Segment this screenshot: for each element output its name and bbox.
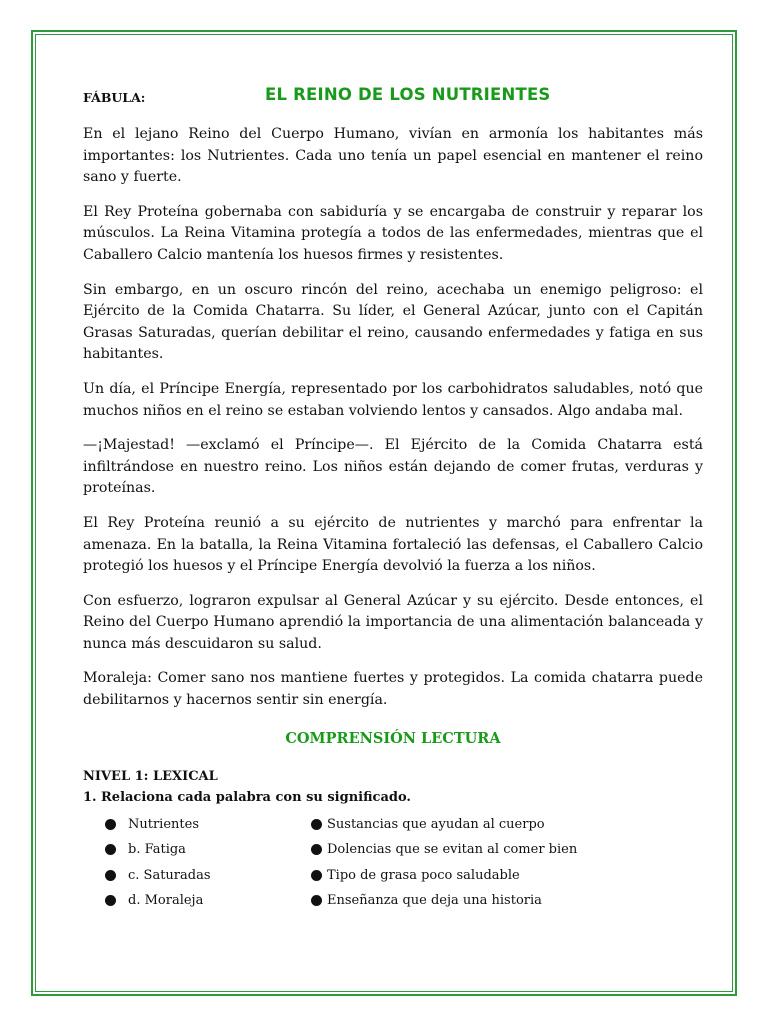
story-paragraph: En el lejano Reino del Cuerpo Humano, vivían en armonía los habitantes más importantes: los Nutrientes. Cada uno tenía un papel esencial en mantener el reino sano y fuerte. <box>83 126 703 186</box>
bullet-icon <box>105 844 116 855</box>
comprehension-title: COMPRENSIÓN LECTURA <box>285 729 501 747</box>
match-word: Nutrientes <box>128 816 199 832</box>
bullet-icon <box>311 819 322 830</box>
bullet-icon <box>311 895 322 906</box>
match-meaning: Dolencias que se evitan al comer bien <box>327 842 578 858</box>
bullet-icon <box>105 895 116 906</box>
question-number: 1. <box>83 789 97 805</box>
bullet-icon <box>311 844 322 855</box>
match-word: b. Fatiga <box>128 842 186 858</box>
match-row <box>83 837 703 863</box>
bullet-icon <box>105 870 116 881</box>
fable-label: FÁBULA: <box>83 90 146 105</box>
story-paragraph: Un día, el Príncipe Energía, representado por los carbohidratos saludables, notó que muchos niños en el reino se estaban volviendo lentos y cansados. Algo andaba mal. <box>83 380 703 419</box>
match-meaning: Enseñanza que deja una historia <box>327 893 542 909</box>
moral-paragraph: Moraleja: Comer sano nos mantiene fuertes y protegidos. La comida chatarra puede debilitarnos y hacernos sentir sin energía. <box>83 670 703 709</box>
title-row <box>83 84 703 110</box>
match-row <box>83 863 703 889</box>
matching-list <box>83 812 703 914</box>
match-row <box>83 812 703 838</box>
fable-title: EL REINO DE LOS NUTRIENTES <box>265 85 551 104</box>
match-word: c. Saturadas <box>128 867 211 883</box>
story-paragraph: El Rey Proteína gobernaba con sabiduría y se encargaba de construir y reparar los músculos. La Reina Vitamina protegía a todos de las enfermedades, mientras que el Caballero Calcio mantenía los huesos firmes y resistentes. <box>83 203 703 263</box>
question <box>83 790 703 805</box>
level-title: NIVEL 1: LEXICAL <box>83 768 218 784</box>
story-paragraph: El Rey Proteína reunió a su ejército de nutrientes y marchó para enfrentar la amenaza. En la batalla, la Reina Vitamina fortaleció las defensas, el Caballero Calcio protegió los huesos y el Príncipe Energía devolvió la fuerza a los niños. <box>83 514 703 575</box>
match-word: d. Moraleja <box>128 893 204 909</box>
match-meaning: Tipo de grasa poco saludable <box>327 867 520 883</box>
bullet-icon <box>311 870 322 881</box>
match-meaning: Sustancias que ayudan al cuerpo <box>327 816 545 832</box>
story-paragraph: Sin embargo, en un oscuro rincón del reino, acechaba un enemigo peligroso: el Ejército de la Comida Chatarra. Su líder, el General Azúcar, junto con el Capitán Grasas Saturadas, querían debilitar el reino, causando enfermedades y fatiga en sus habitantes. <box>83 281 703 363</box>
document-content <box>83 84 703 914</box>
story-paragraph: —¡Majestad! —exclamó el Príncipe—. El Ejército de la Comida Chatarra está infiltrándose en nuestro reino. Los niños están dejando de comer frutas, verduras y proteínas. <box>83 437 703 497</box>
match-row <box>83 888 703 914</box>
story-paragraph: Con esfuerzo, lograron expulsar al General Azúcar y su ejército. Desde entonces, el Reino del Cuerpo Humano aprendió la importancia de una alimentación balanceada y nunca más descuidaron su salud. <box>83 592 703 652</box>
bullet-icon <box>105 819 116 830</box>
question-text: Relaciona cada palabra con su significado. <box>101 789 411 805</box>
